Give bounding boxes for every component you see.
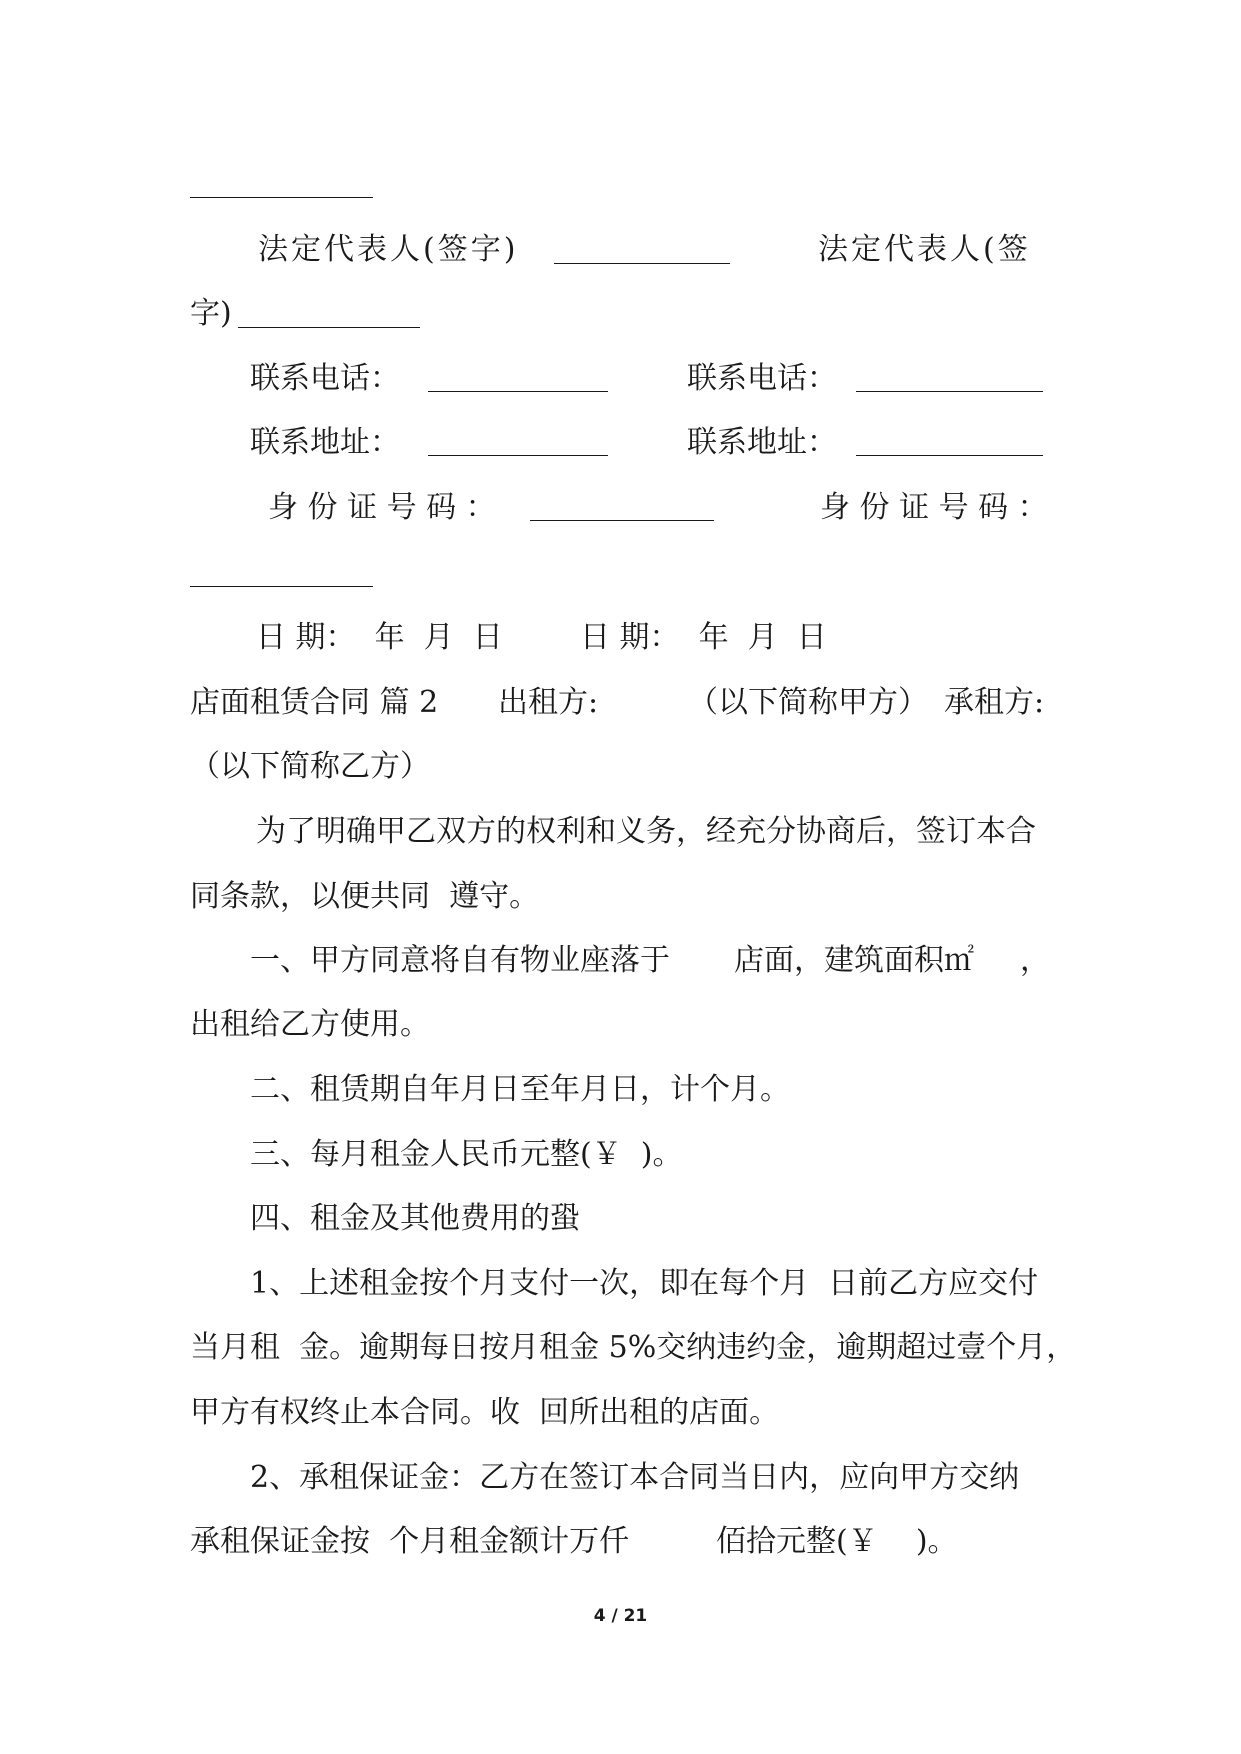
id-blank-a bbox=[530, 520, 714, 521]
lessor-note: （以下简称甲方） bbox=[688, 685, 928, 720]
lessor-label: 出租方: bbox=[498, 685, 599, 720]
blank-line bbox=[190, 197, 373, 198]
clause-4: 四、租金及其他费用的蛩 bbox=[250, 1201, 580, 1236]
id-label-b: 身 份 证 号 码 ： bbox=[820, 490, 1048, 525]
address-label-b: 联系地址： bbox=[687, 425, 837, 460]
signature-blank bbox=[554, 263, 730, 264]
item-1-line-3: 甲方有权终止本合同。收 回所出租的店面。 bbox=[190, 1395, 780, 1430]
intro-line-1: 为了明确甲乙双方的权利和义务，经充分协商后，签订本合 bbox=[256, 814, 1036, 849]
legal-rep-label-b: 法定代表人(签 bbox=[818, 232, 1031, 267]
item-2-line-2: 承租保证金按 个月租金额计万仟 bbox=[190, 1524, 630, 1559]
address-blank-b bbox=[856, 455, 1043, 456]
phone-label-a: 联系电话： bbox=[250, 361, 400, 396]
page-number: 4 / 21 bbox=[593, 1606, 648, 1626]
date-label-b: 日 期： 年 月 日 bbox=[580, 620, 827, 655]
item-2-line-3: 佰拾元整(￥ )。 bbox=[716, 1524, 958, 1559]
clause-1-part-a: 一、甲方同意将自有物业座落于 bbox=[250, 943, 670, 978]
intro-line-2: 同条款，以便共同 遵守。 bbox=[190, 879, 540, 914]
clause-1-part-d: 出租给乙方使用。 bbox=[190, 1007, 430, 1042]
clause-1-part-b: 店面，建筑面积㎡ bbox=[734, 943, 974, 978]
legal-rep-label-b-cont: 字) bbox=[190, 296, 232, 331]
contract-heading: 店面租赁合同 篇 2 bbox=[190, 685, 439, 720]
clause-1-part-c: ， bbox=[1020, 943, 1050, 978]
lessee-note: （以下简称乙方） bbox=[190, 749, 430, 784]
clause-2: 二、租赁期自年月日至年月日，计个月。 bbox=[250, 1072, 790, 1107]
lessee-label: 承租方: bbox=[944, 685, 1045, 720]
clause-3: 三、每月租金人民币元整(￥ )。 bbox=[250, 1137, 683, 1172]
id-blank-b bbox=[190, 586, 373, 587]
address-label-a: 联系地址： bbox=[250, 425, 400, 460]
legal-rep-label-a: 法定代表人(签字) bbox=[258, 232, 519, 267]
phone-label-b: 联系电话： bbox=[687, 361, 837, 396]
item-1-line-2: 当月租 金。逾期每日按月租金 5%交纳违约金，逾期超过壹个月， bbox=[190, 1330, 1077, 1365]
item-1-line-1: 1、上述租金按个月支付一次，即在每个月 日前乙方应交付 bbox=[250, 1266, 1039, 1301]
item-2-line-1: 2、承租保证金：乙方在签订本合同当日内，应向甲方交纳 bbox=[250, 1460, 1020, 1495]
id-label-a: 身 份 证 号 码 ： bbox=[268, 490, 496, 525]
address-blank-a bbox=[428, 455, 608, 456]
date-label-a: 日 期： 年 月 日 bbox=[256, 620, 503, 655]
phone-blank-b bbox=[856, 391, 1043, 392]
signature-blank bbox=[238, 327, 420, 328]
phone-blank-a bbox=[428, 391, 608, 392]
